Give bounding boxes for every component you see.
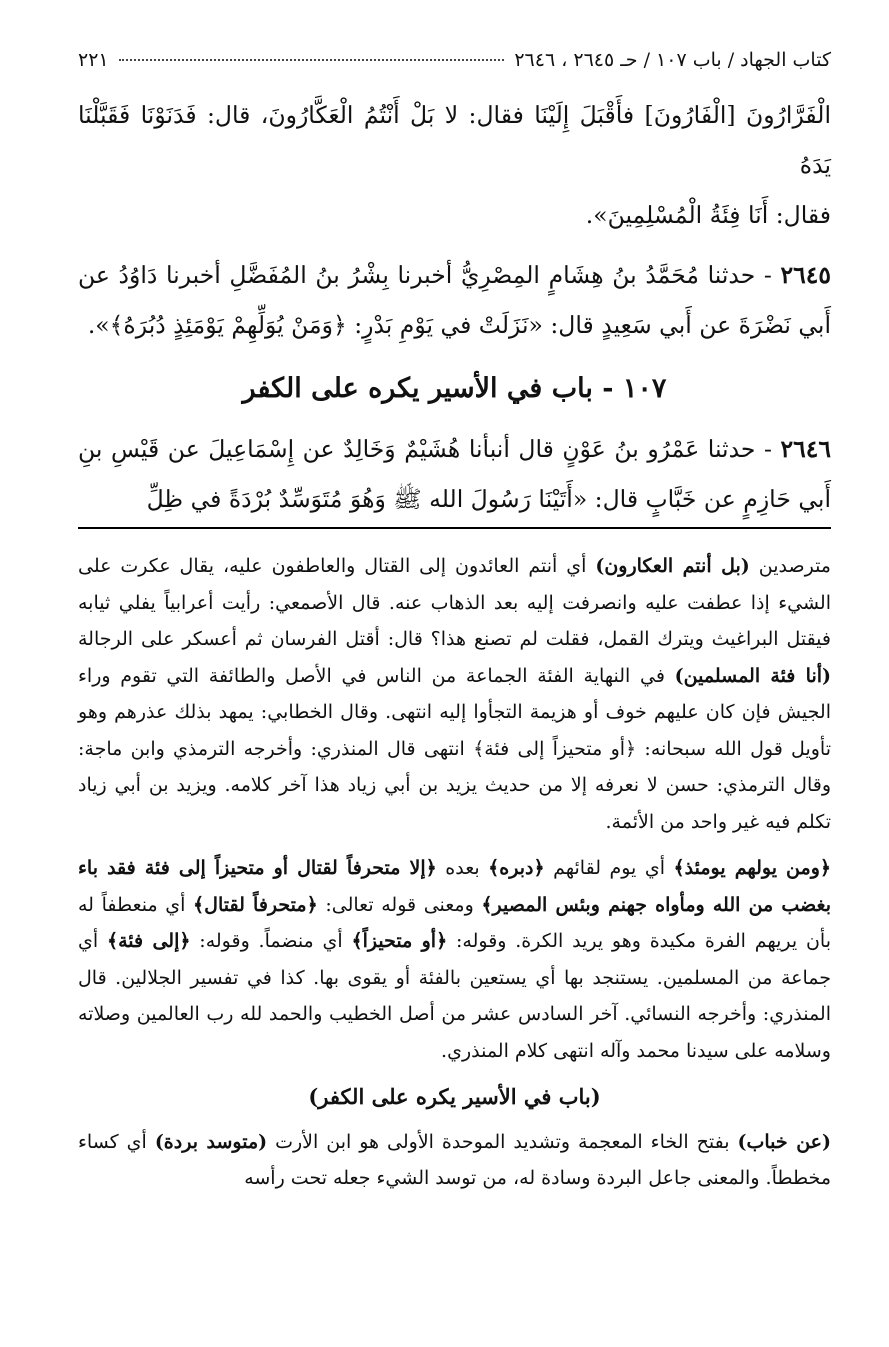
commentary-lemma: (أنا فئة المسلمين) [674, 664, 832, 687]
commentary-text: أي كساء مخططاً. والمعنى جاعل البردة وسادة له، من توسد الشيء جعله تحت رأسه [78, 1130, 831, 1189]
commentary-text: أي منعطفاً له بأن يريهم الفرة مكيدة وهو يريد الكرة. وقوله: [78, 893, 832, 952]
running-header [78, 40, 831, 80]
main-paragraph-continuation [78, 90, 831, 240]
commentary-lemma: ﴿إلا متحرفاً لقتال أو متحيزاً إلى فئة فقد باء بغضب من الله ومأواه جهنم وبئس المصير﴾ [78, 857, 831, 916]
footnote-divider [78, 527, 831, 529]
commentary-lemma: ﴿دبره﴾ [488, 857, 545, 879]
commentary-text: أي جماعة من المسلمين. يستنجد بها أي يستعين بالفئة أو يقوى بها. كذا في تفسير الجلالين. قال المنذري: وأخرجه النسائي. آخر السادس عشر من أصل الخطيب والحمد لله رب العالمين وصلاته وسلامه على سيدنا محمد وآله انتهى كلام المنذري. [78, 930, 831, 1062]
commentary-text: بعده [445, 857, 480, 879]
header-dot-leader [119, 59, 505, 61]
commentary-text: مترصدين [758, 555, 831, 577]
hadith-2645 [78, 250, 831, 350]
commentary-text: أي أنتم العائدون إلى القتال والعاطفون عليه، يقال عكرت على الشيء إذا عطفت عليه وانصرفت إليه بعد الذهاب عنه. قال الأصمعي: رأيت أعرابياً يفلي ثيابه فيقتل البراغيث ويترك القمل، فقلت لم تصنع هذا؟ قال: أقتل الفرسان ثم أعسكر على الرجالة [78, 555, 831, 650]
commentary-lemma: (بل أنتم العكارون) [595, 555, 750, 577]
main-line: الْفَرَّارُونَ [الْفَارُونَ] فأَقْبَلَ إِلَيْنَا فقال: لا بَلْ أَنْتُمُ الْعَكَّارُونَ، قال: فَدَنَوْنَا فَقَبَّلْنَا يَدَهُ [78, 101, 831, 179]
main-text-block [78, 90, 831, 524]
main-line: فقال: أَنَا فِئَةُ الْمُسْلِمِينَ». [585, 201, 831, 229]
commentary-text: أي يوم لقائهم [553, 857, 665, 879]
hadith-text: - حدثنا مُحَمَّدُ بنُ هِشَامٍ المِصْرِيُّ أخبرنا بِشْرُ بنُ المُفَضَّلِ أخبرنا دَاوُدُ عن أَبي نَضْرَةَ عن أَبي سَعِيدٍ قال: «نَزَلَتْ في يَوْمِ بَدْرٍ: ﴿وَمَنْ يُوَلِّهِمْ يَوْمَئِذٍ دُبُرَهُ﴾». [78, 261, 831, 339]
page-number: ٢٢١ [78, 49, 109, 71]
commentary-lemma: (عن خباب) [737, 1130, 831, 1153]
commentary-block [78, 548, 831, 1207]
chapter-title: ١٠٧ - باب في الأسير يكره على الكفر [242, 373, 667, 404]
commentary-lemma: ﴿متحرفاً لقتال﴾ [193, 893, 318, 916]
hadith-text: - حدثنا عَمْرُو بنُ عَوْنٍ قال أنبأنا هُشَيْمٌ وَخَالِدٌ عن إِسْمَاعِيلَ عن قَيْسِ بنِ أَبي حَازِمٍ عن خَبَّابٍ قال: «أَتَيْنَا رَسُولَ الله ﷺ وَهُوَ مُتَوَسِّدٌ بُرْدَةً في ظِلِّ [78, 435, 831, 513]
commentary-lemma: ﴿أو متحيزاً﴾ [351, 930, 448, 952]
running-title: كتاب الجهاد / باب ١٠٧ / حـ ٢٦٤٥ ، ٢٦٤٦ [514, 49, 831, 71]
commentary-text: ومعنى قوله تعالى: [325, 893, 474, 916]
hadith-number: ٢٦٤٦ [780, 435, 831, 463]
hadith-number: ٢٦٤٥ [780, 261, 831, 289]
commentary-lemma: ﴿إلى فئة﴾ [106, 930, 191, 952]
commentary-lemma: (متوسد بردة) [154, 1130, 268, 1153]
commentary-text: أي منضماً. وقوله: [199, 930, 343, 952]
commentary-paragraph [78, 548, 831, 840]
commentary-text: بفتح الخاء المعجمة وتشديد الموحدة الأولى هو ابن الأرت [275, 1130, 730, 1153]
commentary-chapter-heading: (باب في الأسير يكره على الكفر) [308, 1084, 601, 1109]
hadith-2646 [78, 424, 831, 524]
commentary-paragraph [78, 850, 831, 1069]
commentary-text: في النهاية الفئة الجماعة من الناس في الأصل والطائفة التي تقوم وراء الجيش فإن كان عليهم خوف أو هزيمة التجأوا إليه انتهى. وقال الخطابي: يمهد بذلك عذرهم وهو تأويل قول الله سبحانه: ﴿أو متحيزاً إلى فئة﴾ انتهى قال المنذري: وأخرجه الترمذي وابن ماجة: وقال الترمذي: حسن لا نعرفه إلا من حديث يزيد بن أبي زياد هذا آخر كلامه. ويزيد بن أبي زياد تكلم فيه غير واحد من الأئمة. [78, 664, 831, 833]
commentary-lemma: ﴿ومن يولهم يومئذ﴾ [673, 857, 831, 879]
commentary-paragraph [78, 1124, 831, 1197]
